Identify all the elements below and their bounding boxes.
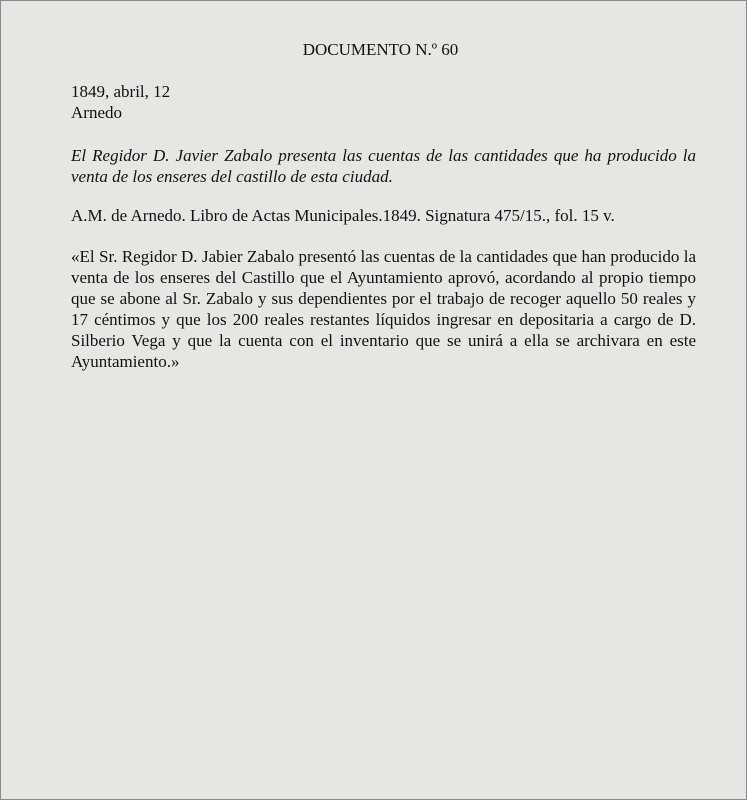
document-place: Arnedo	[71, 103, 122, 122]
document-date: 1849, abril, 12	[71, 82, 171, 101]
document-title: DOCUMENTO N.º 60	[302, 40, 459, 59]
document-source-citation: A.M. de Arnedo. Libro de Actas Municipales.1849. Signatura 475/15., fol. 15 v.	[71, 206, 615, 225]
document-summary: El Regidor D. Javier Zabalo presenta las cuentas de las cantidades que ha producido la venta de los enseres del castillo de esta ciudad.	[71, 146, 696, 186]
document-transcription: «El Sr. Regidor D. Jabier Zabalo presentó las cuentas de la cantidades que han producido la venta de los enseres del Castillo que el Ayuntamiento aprovó, acordando al propio tiempo que se abone al Sr. Zabalo y sus dependientes por el trabajo de recoger aquello 50 reales y 17 céntimos y que los 200 reales restantes líquidos ingresar en depositaria a cargo de D. Silberio Vega y que la cuenta con el inventario que se unirá a ella se archivara en este Ayuntamiento.»	[71, 247, 696, 371]
